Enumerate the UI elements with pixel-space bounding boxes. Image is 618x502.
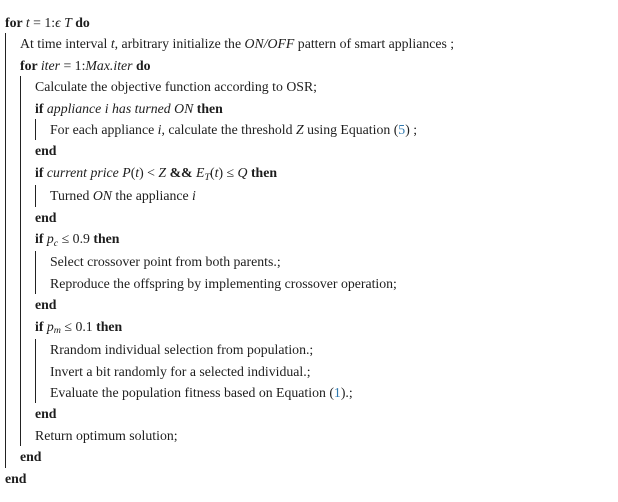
- line-text: [5, 12, 90, 33]
- algorithm-line: [5, 76, 618, 97]
- block-rule-line: [5, 251, 20, 272]
- text-segment: i: [157, 122, 162, 138]
- text-segment: (: [209, 164, 215, 180]
- keyword: then: [250, 164, 278, 180]
- text-segment: p: [46, 231, 54, 247]
- line-text: [35, 98, 223, 119]
- block-rule-line: [5, 339, 20, 360]
- text-segment: t: [25, 15, 30, 30]
- block-rule-line: [5, 228, 20, 251]
- algorithm-line: [5, 119, 618, 140]
- block-rule-line: [20, 251, 35, 272]
- keyword: do: [75, 15, 90, 30]
- algorithm-line: [5, 55, 618, 76]
- block-rule-line: [5, 403, 20, 424]
- block-rule-line: [20, 403, 35, 424]
- line-text: [35, 207, 56, 228]
- line-text: [20, 446, 41, 467]
- block-rule-line: [20, 273, 35, 294]
- algorithm-line: [5, 33, 618, 54]
- line-text: [50, 361, 311, 382]
- keyword: end: [35, 406, 57, 422]
- text-segment: , calculate the threshold: [161, 122, 296, 138]
- algorithm-line: [5, 251, 618, 272]
- block-rule-line: [5, 207, 20, 228]
- algorithm-line: [5, 185, 618, 206]
- block-rule-line: [5, 446, 20, 467]
- algorithm-line: [5, 207, 618, 228]
- algorithm-line: [5, 446, 618, 467]
- block-rule-line: [20, 361, 35, 382]
- text-segment: ).;: [340, 384, 353, 400]
- block-rule-line: [5, 382, 20, 403]
- line-text: [35, 140, 56, 161]
- keyword: then: [93, 231, 120, 247]
- keyword: end: [5, 470, 27, 486]
- text-segment: ϵ T: [55, 15, 72, 30]
- text-segment: c: [53, 237, 59, 249]
- text-segment: (: [130, 164, 136, 180]
- block-rule-line: [5, 33, 20, 54]
- keyword: &&: [169, 164, 193, 180]
- keyword: do: [136, 57, 151, 73]
- keyword: end: [20, 449, 42, 465]
- algorithm-line: [5, 403, 618, 424]
- algorithm-line: [5, 339, 618, 360]
- block-rule-line: [20, 316, 35, 339]
- block-rule-line: [35, 251, 50, 272]
- algorithm-line: [5, 294, 618, 315]
- text-segment: ≤ 0.1: [60, 318, 97, 334]
- keyword: for: [20, 57, 41, 73]
- line-text: [50, 339, 313, 360]
- keyword: if: [35, 231, 47, 247]
- block-rule-line: [5, 140, 20, 161]
- block-rule-line: [20, 185, 35, 206]
- block-rule-line: [20, 228, 35, 251]
- block-rule-line: [35, 185, 50, 206]
- text-segment: Invert a bit randomly for a selected individual.;: [50, 363, 311, 379]
- algorithm-line: [5, 12, 618, 33]
- text-segment: Evaluate the population fitness based on Equation (: [50, 384, 334, 400]
- keyword: then: [96, 318, 123, 334]
- line-text: [35, 76, 317, 97]
- text-segment: Reproduce the offspring by implementing crossover operation;: [50, 275, 397, 291]
- text-segment: , arbitrary initialize the: [114, 36, 245, 52]
- block-rule-line: [20, 425, 35, 446]
- text-segment: Select crossover point from both parents.;: [50, 254, 281, 270]
- block-rule-line: [20, 119, 35, 140]
- text-segment: ) <: [139, 164, 159, 180]
- text-segment: m: [53, 325, 61, 337]
- block-rule-line: [5, 119, 20, 140]
- line-text: [35, 316, 122, 339]
- block-rule-line: [5, 76, 20, 97]
- block-rule-line: [5, 316, 20, 339]
- line-text: [50, 251, 281, 272]
- text-segment: ) ;: [405, 122, 418, 138]
- keyword: end: [35, 297, 57, 313]
- line-text: [50, 119, 417, 140]
- block-rule-line: [5, 98, 20, 119]
- block-rule-line: [35, 382, 50, 403]
- text-segment: E: [196, 164, 205, 180]
- block-rule-line: [5, 185, 20, 206]
- block-rule-line: [20, 294, 35, 315]
- block-rule-line: [35, 339, 50, 360]
- algorithm-line: [5, 382, 618, 403]
- block-rule-line: [35, 361, 50, 382]
- text-segment: = 1:: [60, 57, 86, 73]
- block-rule-line: [5, 361, 20, 382]
- text-segment: ) ≤: [218, 164, 238, 180]
- keyword: end: [35, 209, 57, 225]
- text-segment: using Equation (: [303, 122, 399, 138]
- text-segment: Q: [237, 164, 248, 180]
- text-segment: Calculate the objective function according to OSR;: [35, 79, 317, 95]
- line-text: [50, 185, 196, 206]
- text-segment: t: [135, 164, 140, 180]
- algorithm-line: [5, 228, 618, 251]
- line-text: [35, 162, 277, 185]
- algorithm-line: [5, 98, 618, 119]
- text-segment: For each appliance: [50, 122, 158, 138]
- text-segment: T: [204, 171, 210, 183]
- keyword: for: [5, 15, 26, 30]
- text-segment: Z: [158, 164, 167, 180]
- block-rule-line: [20, 339, 35, 360]
- block-rule-line: [35, 119, 50, 140]
- text-segment: = 1:: [29, 15, 56, 30]
- text-segment: appliance i has turned ON: [46, 100, 197, 116]
- block-rule-line: [5, 294, 20, 315]
- text-segment: ≤ 0.9: [58, 231, 94, 247]
- text-segment: At time interval: [20, 36, 111, 52]
- line-text: [20, 33, 454, 54]
- text-segment: Turned: [50, 188, 93, 204]
- text-segment: Return optimum solution;: [35, 427, 178, 443]
- text-segment: P: [122, 164, 131, 180]
- text-segment: current price: [46, 164, 123, 180]
- block-rule-line: [20, 382, 35, 403]
- text-segment: Max.iter: [85, 57, 133, 73]
- block-rule-line: [20, 98, 35, 119]
- line-text: [35, 403, 56, 424]
- block-rule-line: [20, 140, 35, 161]
- algorithm-line: [5, 468, 618, 489]
- line-text: [20, 55, 151, 76]
- text-segment: pattern of smart appliances ;: [294, 36, 455, 52]
- text-segment: the appliance: [111, 188, 193, 204]
- algorithm-line: [5, 162, 618, 185]
- text-segment: i: [192, 188, 196, 204]
- block-rule-line: [5, 55, 20, 76]
- algorithm-line: [5, 140, 618, 161]
- text-segment: t: [214, 164, 219, 180]
- block-rule-line: [20, 207, 35, 228]
- keyword: if: [35, 318, 47, 334]
- block-rule-line: [5, 273, 20, 294]
- text-segment: ON: [92, 188, 112, 204]
- equation-ref-link[interactable]: 5: [398, 122, 406, 138]
- block-rule-line: [35, 273, 50, 294]
- equation-ref-link[interactable]: 1: [333, 384, 341, 400]
- text-segment: iter: [40, 57, 60, 73]
- block-rule-line: [5, 162, 20, 185]
- keyword: if: [35, 164, 47, 180]
- block-rule-line: [20, 162, 35, 185]
- algorithm-line: [5, 273, 618, 294]
- line-text: [5, 468, 26, 489]
- text-segment: Rrandom individual selection from population.;: [50, 342, 314, 358]
- algorithm-line: [5, 425, 618, 446]
- line-text: [50, 382, 353, 403]
- keyword: if: [35, 100, 47, 116]
- text-segment: Z: [295, 122, 304, 138]
- block-rule-line: [20, 76, 35, 97]
- text-segment: ON/OFF: [244, 36, 295, 52]
- keyword: then: [196, 100, 223, 116]
- algorithm-line: [5, 316, 618, 339]
- block-rule-line: [5, 425, 20, 446]
- line-text: [35, 425, 178, 446]
- algorithm-line: [5, 361, 618, 382]
- text-segment: t: [110, 36, 115, 52]
- text-segment: p: [46, 318, 54, 334]
- line-text: [35, 294, 56, 315]
- line-text: [50, 273, 397, 294]
- keyword: end: [35, 143, 57, 159]
- line-text: [35, 228, 119, 251]
